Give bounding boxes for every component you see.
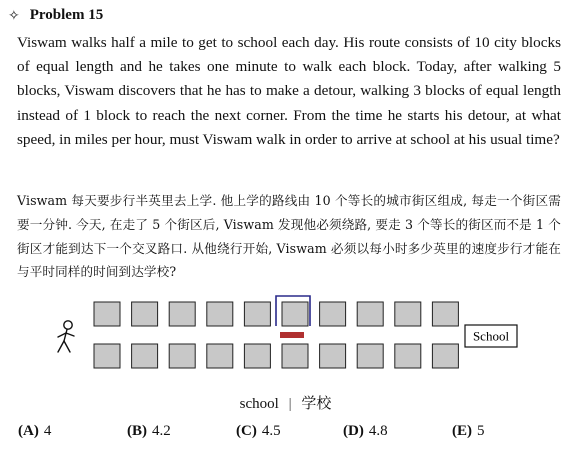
bottom-row-blocks bbox=[94, 344, 458, 368]
bottom-row-block-2 bbox=[132, 344, 158, 368]
bottom-row-block-10 bbox=[432, 344, 458, 368]
bottom-row-block-3 bbox=[169, 344, 195, 368]
walking-person-icon bbox=[58, 321, 74, 352]
choice-e-label: (E) bbox=[452, 423, 472, 439]
bottom-row-block-1 bbox=[94, 344, 120, 368]
choice-d-value: 4.8 bbox=[368, 423, 388, 439]
bottom-row-block-8 bbox=[357, 344, 383, 368]
top-row-block-3 bbox=[169, 302, 195, 326]
bottom-row-block-6 bbox=[282, 344, 308, 368]
choice-c-value: 4.5 bbox=[261, 423, 281, 439]
choice-b-value: 4.2 bbox=[152, 423, 171, 439]
choice-d bbox=[343, 423, 388, 440]
choice-b-label: (B) bbox=[127, 423, 147, 439]
choice-a bbox=[18, 423, 51, 440]
top-row-block-8 bbox=[357, 302, 383, 326]
diagram-caption bbox=[0, 392, 571, 413]
caption-english: school bbox=[239, 396, 279, 412]
top-row-block-7 bbox=[320, 302, 346, 326]
caption-separator: | bbox=[288, 396, 292, 412]
problem-title: Problem 15 bbox=[29, 7, 104, 23]
choice-d-label: (D) bbox=[343, 423, 364, 439]
problem-text-english: Viswam walks half a mile to get to school each day. His route consists of 10 city blocks of equal length and he takes one minute to walk each block. Today, after walking 5 blocks, Viswam discovers that he has to make a detour, walking 3 blocks of equal length instead of 1 block to reach the next corner. From the time he starts his detour, at what speed, in miles per hour, must Viswam walk in order to arrive at school at his usual time? bbox=[17, 34, 561, 148]
bottom-row-block-4 bbox=[207, 344, 233, 368]
top-row-block-2 bbox=[132, 302, 158, 326]
problem-header bbox=[8, 7, 103, 24]
choice-c bbox=[236, 423, 281, 440]
bottom-row-block-7 bbox=[320, 344, 346, 368]
choice-c-label: (C) bbox=[236, 423, 257, 439]
problem-text-chinese: Viswam 每天要步行半英里去上学. 他上学的路线由 10 个等长的城市街区组成, 每走一个街区需要一分钟. 今天, 在走了 5 个街区后, Viswam 发现他必须绕路, 要走 3 个等长的街区而不是 1 个街区才能到达下一个交叉路口. 从他绕行开始, Viswam 必须以每小时多少英里的速度步行才能在与平时同样的时间到达学校? bbox=[17, 193, 561, 280]
bottom-row-block-5 bbox=[244, 344, 270, 368]
choice-e bbox=[452, 423, 485, 440]
choice-b bbox=[127, 423, 171, 440]
blocked-street-marker bbox=[280, 332, 304, 338]
top-row-block-1 bbox=[94, 302, 120, 326]
top-row-block-6 bbox=[282, 302, 308, 326]
bottom-row-block-9 bbox=[395, 344, 421, 368]
choice-a-value: 4 bbox=[43, 423, 52, 439]
answer-choices bbox=[18, 423, 563, 443]
diamond-icon: ✧ bbox=[8, 7, 20, 24]
caption-chinese: 学校 bbox=[301, 396, 332, 412]
choice-a-label: (A) bbox=[18, 423, 39, 439]
route-diagram bbox=[0, 290, 571, 386]
top-row-block-9 bbox=[395, 302, 421, 326]
top-row-block-4 bbox=[207, 302, 233, 326]
top-row-block-5 bbox=[244, 302, 270, 326]
school-label: School bbox=[472, 328, 510, 344]
top-row-block-10 bbox=[432, 302, 458, 326]
choice-e-value: 5 bbox=[477, 423, 485, 439]
